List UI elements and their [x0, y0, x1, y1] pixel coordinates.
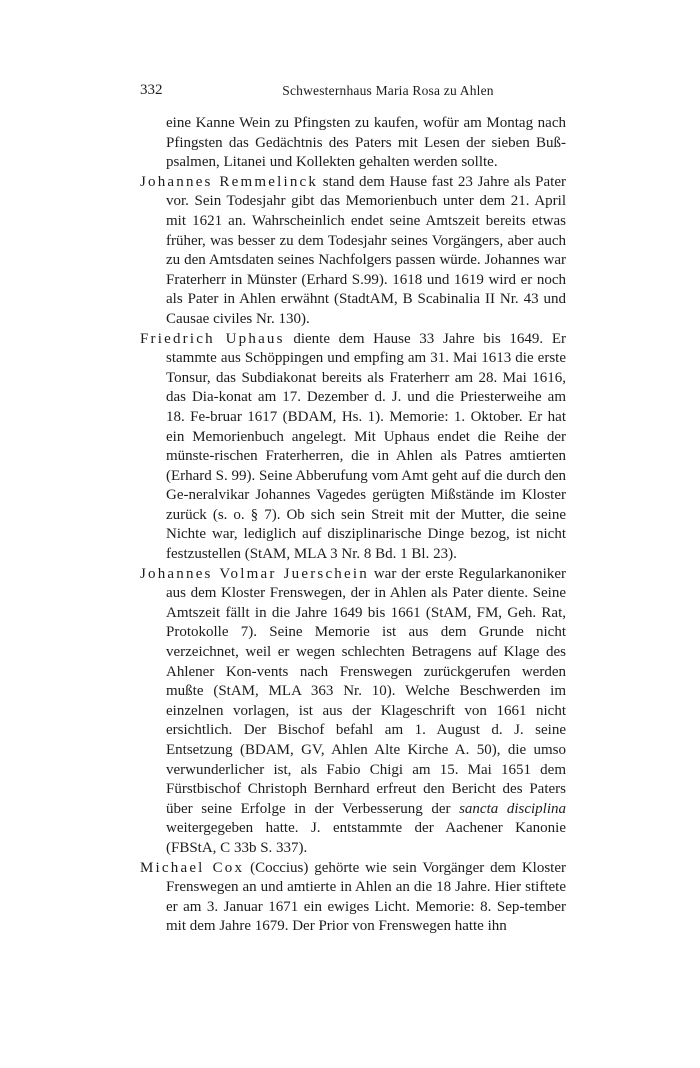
running-title: Schwesternhaus Maria Rosa zu Ahlen	[282, 83, 494, 98]
page-header	[140, 82, 566, 102]
entry-text: weitergegeben hatte. J. entstammte der Aachener Kanonie (FBStA, C 33b S. 337).	[166, 820, 566, 856]
entry-name: Johannes Remmelinck	[140, 173, 319, 190]
entry-italic-term: sancta disciplina	[459, 800, 566, 817]
page-number: 332	[140, 82, 163, 98]
entry-uphaus	[140, 330, 566, 565]
entry-text: (Coccius) gehörte wie sein Vorgänger dem Kloster Frenswegen an und amtierte in Ahlen an die 18 Jahre. Hier stiftete er am 3. Januar 1671 ein ewiges Licht. Memorie: 8. Sep-tember mit dem Jahre 1679. Der Prior von Frenswegen hatte ihn	[166, 859, 566, 935]
entry-text: war der erste Regularkanoniker aus dem Kloster Frenswegen, der in Ahlen als Pater diente. Seine Amtszeit fällt in die Jahre 1649 bis 1661 (StAM, FM, Geh. Rat, Protokolle 7). Seine Memorie ist aus dem Grunde nicht verzeichnet, weil er wegen schlechten Betragens auf Klage des Ahlener Kon-vents nach Frenswegen zurückgerufen werden mußte (StAM, MLA 363 Nr. 10). Welche Beschwerden im einzelnen vorlagen, ist aus der Klageschrift von 1661 nicht ersichtlich. Der Bischof befahl am 1. August d. J. seine Entsetzung (BDAM, GV, Ahlen Alte Kirche A. 50), die umso verwunderlicher ist, als Fabio Chigi am 15. Mai 1651 dem Fürstbischof Christoph Bernhard erfreut den Bericht des Paters über seine Erfolge in der Verbesserung der	[166, 565, 566, 817]
entry-remmelinck	[140, 173, 566, 330]
entry-name: Friedrich Uphaus	[140, 330, 285, 347]
body-text	[140, 114, 566, 937]
entry-text: diente dem Hause 33 Jahre bis 1649. Er stammte aus Schöppingen und empfing am 31. Mai 1613 die erste Tonsur, das Subdiakonat bereits als Fraterherr am 28. Mai 1616, das Dia-konat am 17. Dezember d. J. und die Priesterweihe am 18. Fe-bruar 1617 (BDAM, Hs. 1). Memorie: 1. Oktober. Er hat ein Memorienbuch angelegt. Mit Uphaus endet die Reihe der münste-rischen Fraterherren, die in Ahlen als Patres amtierten (Erhard S. 99). Seine Abberufung vom Amt geht auf die durch den Ge-neralvikar Johannes Vagedes gerügten Mißstände im Kloster zurück (s. o. § 7). Ob sich sein Streit mit der Mutter, die seine Nichte war, lediglich auf disziplinarische Dinge bezog, ist nicht festzustellen (StAM, MLA 3 Nr. 8 Bd. 1 Bl. 23).	[166, 330, 567, 563]
entry-juerschein	[140, 565, 566, 859]
entry-name: Johannes Volmar Juerschein	[140, 565, 369, 582]
continuation-paragraph: eine Kanne Wein zu Pfingsten zu kaufen, wofür am Montag nach Pfingsten das Gedächtnis des Paters mit Lesen der sieben Buß-psalmen, Litanei und Kollekten gehalten werden sollte.	[166, 115, 566, 171]
entry-cox	[140, 859, 566, 937]
entry-text: stand dem Hause fast 23 Jahre als Pater vor. Sein Todesjahr gibt das Memorienbuch unter dem 21. April mit 1621 an. Wahrscheinlich endet seine Amtszeit bereits etwas früher, was besser zu dem Todesjahr seines Vorgängers, aber auch zu den Amtsdaten seines Nachfolgers passen würde. Johannes war Fraterherr in Münster (Erhard S.99). 1618 und 1619 wird er noch als Pater in Ahlen erwähnt (StadtAM, B Scabinalia II Nr. 43 und Causae civiles Nr. 130).	[166, 173, 566, 327]
entry-name: Michael Cox	[140, 859, 245, 876]
